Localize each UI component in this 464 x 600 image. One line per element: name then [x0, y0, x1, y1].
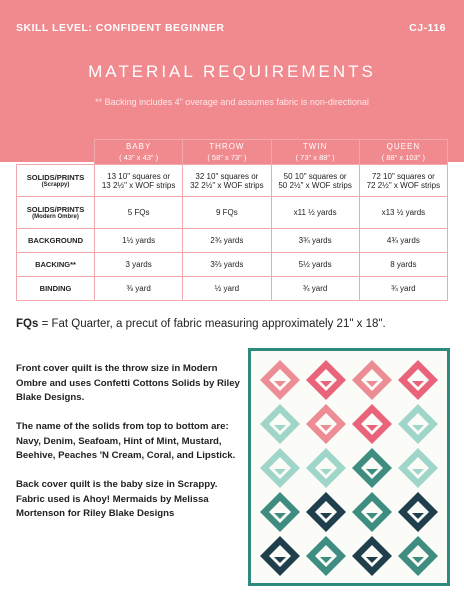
col-header-queen: QUEEN ( 88" x 103" ): [359, 140, 447, 165]
table-row: [17, 229, 448, 253]
table-cell: 5 FQs: [95, 197, 183, 229]
header-banner: [0, 0, 464, 162]
row-label-ombre: SOLIDS/PRINTS (Modern Ombre): [17, 197, 95, 229]
back-cover-text: Back cover quilt is the baby size in Scrappy. Fabric used is Ahoy! Mermaids by Melissa Mortenson for Riley Blake Designs: [16, 479, 218, 519]
front-cover-text: Front cover quilt is the throw size in Modern Ombre and uses Confetti Cottons Solids by Riley Blake Designs.: [16, 363, 240, 403]
table-cell: 1½ yards: [95, 229, 183, 253]
table-cell: 13 10" squares or 13 2½" x WOF strips: [95, 165, 183, 197]
table-cell: ⅜ yard: [95, 277, 183, 301]
col-header-throw: THROW ( 58" x 73" ): [183, 140, 271, 165]
col-header-baby: BABY ( 43" x 43" ): [95, 140, 183, 165]
table-row: [17, 253, 448, 277]
table-cell: 5½ yards: [271, 253, 359, 277]
pattern-code: CJ-116: [409, 22, 446, 34]
table-cell: 72 10" squares or 72 2½" x WOF strips: [359, 165, 447, 197]
table-cell: 3⅔ yards: [183, 253, 271, 277]
table-cell: x11 ½ yards: [271, 197, 359, 229]
table-cell: 2¾ yards: [183, 229, 271, 253]
backing-note: ** Backing includes 4" overage and assumes fabric is non-directional: [95, 97, 369, 107]
table-row: [17, 197, 448, 229]
table-cell: 3¾ yards: [271, 229, 359, 253]
col-header-twin: TWIN ( 73" x 88" ): [271, 140, 359, 165]
table-cell: 8 yards: [359, 253, 447, 277]
table-cell: 9 FQs: [183, 197, 271, 229]
solids-names-text: The name of the solids from top to bottom are: Navy, Denim, Seafoam, Hint of Mint, Mustard, Beehive, Peaches 'N Cream, Coral, and Lipstick.: [16, 421, 236, 461]
table-row: [17, 165, 448, 197]
table-cell: ¾ yard: [359, 277, 447, 301]
table-cell: 4¾ yards: [359, 229, 447, 253]
table-cell: x13 ½ yards: [359, 197, 447, 229]
table-cell: 50 10" squares or 50 2½" x WOF strips: [271, 165, 359, 197]
row-label-binding: BINDING: [17, 277, 95, 301]
row-label-scrappy: SOLIDS/PRINTS (Scrappy): [17, 165, 95, 197]
quilt-image: [248, 348, 450, 586]
table-cell: 3 yards: [95, 253, 183, 277]
table-row: [17, 277, 448, 301]
table-cell: 32 10" squares or 32 2½" x WOF strips: [183, 165, 271, 197]
skill-level: SKILL LEVEL: CONFIDENT BEGINNER: [16, 22, 225, 34]
table-header-row: [17, 140, 448, 165]
fq-definition: [16, 318, 386, 330]
table-cell: ½ yard: [183, 277, 271, 301]
table-cell: ¾ yard: [271, 277, 359, 301]
fq-text: = Fat Quarter, a precut of fabric measuring approximately 21" x 18".: [38, 318, 386, 330]
page-title: MATERIAL REQUIREMENTS: [88, 62, 376, 81]
row-label-background: BACKGROUND: [17, 229, 95, 253]
quilt-description: [16, 362, 246, 536]
row-label-backing: BACKING**: [17, 253, 95, 277]
header-corner: [17, 140, 95, 165]
fq-term: FQs: [16, 318, 39, 330]
requirements-table: [16, 139, 448, 301]
